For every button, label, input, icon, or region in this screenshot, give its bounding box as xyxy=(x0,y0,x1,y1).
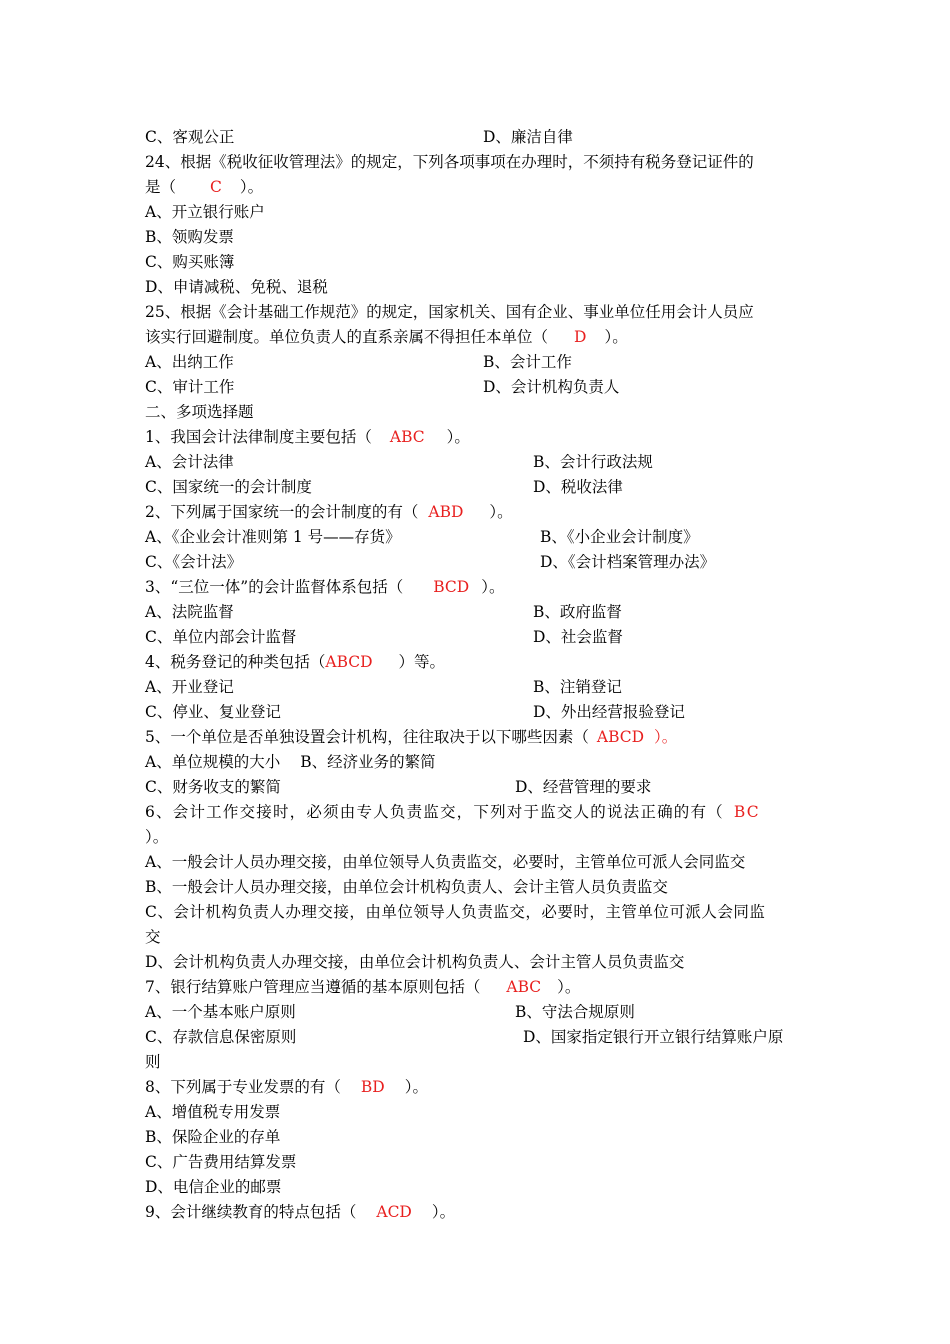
m4-option-b: B、注销登记 xyxy=(533,678,622,696)
m5-options-cd xyxy=(145,777,652,797)
m5-option-b: B、经济业务的繁简 xyxy=(300,753,436,771)
q24-answer: C xyxy=(210,178,222,196)
q23-option-c: C、客观公正 xyxy=(145,128,235,146)
m6-stem: 6、会计工作交接时，必须由专人负责监交，下列对于监交人的说法正确的有（ BC xyxy=(145,803,760,821)
m4-option-c: C、停业、复业登记 xyxy=(145,703,281,721)
m7-option-c: C、存款信息保密原则 xyxy=(145,1028,297,1046)
m5-option-c: C、财务收支的繁简 xyxy=(145,778,281,796)
m1-option-d: D、税收法律 xyxy=(533,478,623,496)
m1-option-b: B、会计行政法规 xyxy=(533,453,653,471)
m3-options-ab xyxy=(145,602,622,622)
m2-option-d: D、《会计档案管理办法》 xyxy=(540,553,716,571)
m2-answer: ABD xyxy=(428,503,464,521)
m5-stem: 5、一个单位是否单独设置会计机构，往往取决于以下哪些因素（ ABCD ）。 xyxy=(145,728,678,746)
m3-option-b: B、政府监督 xyxy=(533,603,622,621)
m3-option-a: A、法院监督 xyxy=(145,603,234,621)
m1-options-cd xyxy=(145,477,623,497)
m7-option-a: A、一个基本账户原则 xyxy=(145,1003,296,1021)
m6-option-d: D、会计机构负责人办理交接，由单位会计机构负责人、会计主管人员负责监交 xyxy=(145,953,685,971)
section-title: 二、多项选择题 xyxy=(145,403,254,421)
m1-options-ab xyxy=(145,452,653,472)
q25-stem: 25、根据《会计基础工作规范》的规定，国家机关、国有企业、事业单位任用会计人员应 xyxy=(145,303,754,321)
q25-option-c: C、审计工作 xyxy=(145,378,235,396)
m6-answer: BC xyxy=(733,803,760,821)
m2-option-a: A、《企业会计准则第 1 号——存货》 xyxy=(145,528,401,546)
q25-answer: D xyxy=(574,328,587,346)
m4-option-d: D、外出经营报验登记 xyxy=(533,703,685,721)
m4-option-a: A、开业登记 xyxy=(145,678,234,696)
m7-option-b: B、守法合规原则 xyxy=(515,1003,635,1021)
m7-options-cd xyxy=(145,1027,784,1047)
m6-option-c: C、会计机构负责人办理交接，由单位领导人负责监交，必要时，主管单位可派人会同监 xyxy=(145,903,766,921)
q24-stem: 24、根据《税收征收管理法》的规定，下列各项事项在办理时，不须持有税务登记证件的 xyxy=(145,153,754,171)
q24-option-c: C、购买账簿 xyxy=(145,253,235,271)
m7-answer: ABC xyxy=(506,978,542,996)
q25-options-ab xyxy=(145,352,572,372)
q25-option-a: A、出纳工作 xyxy=(145,353,234,371)
m3-option-d: D、社会监督 xyxy=(533,628,623,646)
q25-options-cd xyxy=(145,377,620,397)
m1-answer: ABC xyxy=(389,428,425,446)
q25-option-d: D、会计机构负责人 xyxy=(483,378,620,396)
m7-stem: 7、银行结算账户管理应当遵循的基本原则包括（ ABC ）。 xyxy=(145,978,581,996)
m4-answer: ABCD xyxy=(325,653,373,671)
m5-answer: ABCD xyxy=(596,728,645,746)
q24-option-a: A、开立银行账户 xyxy=(145,203,265,221)
m2-options-cd xyxy=(145,552,716,572)
m1-option-a: A、会计法律 xyxy=(145,453,234,471)
m2-option-b: B、《小企业会计制度》 xyxy=(540,528,699,546)
q25-option-b: B、会计工作 xyxy=(483,353,572,371)
q24-stem-tail: 是（ C ）。 xyxy=(145,178,264,196)
q23-option-d: D、廉洁自律 xyxy=(483,128,573,146)
m2-stem: 2、下列属于国家统一的会计制度的有（ ABD ）。 xyxy=(145,503,513,521)
m2-option-c: C、《会计法》 xyxy=(145,553,243,571)
m3-option-c: C、单位内部会计监督 xyxy=(145,628,297,646)
m3-answer: BCD xyxy=(433,578,470,596)
m6-option-c-cont: 交 xyxy=(145,928,161,946)
m7-option-d: D、国家指定银行开立银行结算账户原 xyxy=(523,1028,784,1046)
m4-stem: 4、税务登记的种类包括（ABCD ）等。 xyxy=(145,653,446,671)
m8-option-b: B、保险企业的存单 xyxy=(145,1128,281,1146)
m4-options-cd xyxy=(145,702,685,722)
m8-option-a: A、增值税专用发票 xyxy=(145,1103,281,1121)
m8-answer: BD xyxy=(360,1078,385,1096)
m7-options-ab xyxy=(145,1002,635,1022)
m5-option-d: D、经营管理的要求 xyxy=(515,778,652,796)
q23-options-cd xyxy=(145,127,573,147)
m1-option-c: C、国家统一的会计制度 xyxy=(145,478,312,496)
m7-option-d-cont: 则 xyxy=(145,1053,161,1071)
m8-option-c: C、广告费用结算发票 xyxy=(145,1153,297,1171)
m8-option-d: D、电信企业的邮票 xyxy=(145,1178,282,1196)
m3-options-cd xyxy=(145,627,623,647)
m1-stem: 1、我国会计法律制度主要包括（ ABC ）。 xyxy=(145,428,470,446)
m3-stem: 3、“三位一体”的会计监督体系包括（ BCD ）。 xyxy=(145,578,505,596)
q24-option-d: D、申请减税、免税、退税 xyxy=(145,278,328,296)
m6-option-b: B、一般会计人员办理交接，由单位会计机构负责人、会计主管人员负责监交 xyxy=(145,878,668,896)
m8-stem: 8、下列属于专业发票的有（ BD ）。 xyxy=(145,1078,428,1096)
m6-stem-tail: ）。 xyxy=(145,828,169,846)
m5-option-a: A、单位规模的大小 xyxy=(145,753,281,771)
m4-options-ab xyxy=(145,677,622,697)
q24-option-b: B、领购发票 xyxy=(145,228,234,246)
m6-option-a: A、一般会计人员办理交接，由单位领导人负责监交，必要时，主管单位可派人会同监交 xyxy=(145,853,746,871)
q25-stem-2: 该实行回避制度。单位负责人的直系亲属不得担任本单位（ D ）。 xyxy=(145,328,628,346)
m2-options-ab xyxy=(145,527,699,547)
m9-stem: 9、会计继续教育的特点包括（ ACD ）。 xyxy=(145,1203,456,1221)
m5-options-ab xyxy=(145,752,436,772)
m9-answer: ACD xyxy=(376,1203,412,1221)
